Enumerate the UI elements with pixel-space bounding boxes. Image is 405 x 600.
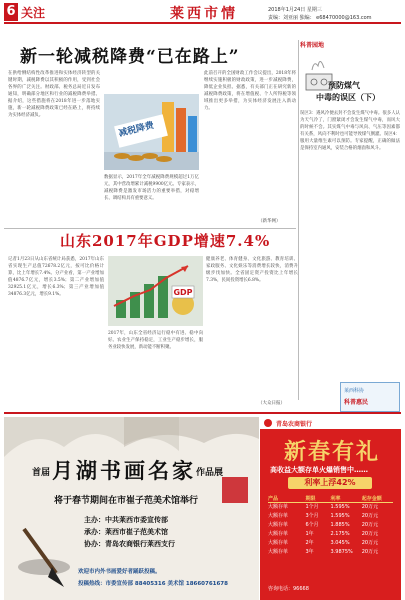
exhibition-prefix: 首届 [32,468,51,478]
table-cell: 20万元 [361,513,379,519]
table-cell: 1.885% [330,522,350,528]
rate-table-header [268,495,393,503]
table-cell: 大额存单 [268,504,289,510]
organizer-value: 中共莱西市委宣传部 [105,516,168,524]
table-row [268,530,393,539]
bank-footnote: 咨询电话：96668 [268,586,309,592]
table-row [268,539,393,548]
tax-cut-illustration [104,94,199,170]
new-year-gift-title: 新春有礼 [284,439,381,465]
sidebar-tag: 科普园地 [300,42,325,49]
table-cell: 大额存单 [268,522,289,528]
cosponsor-value: 青岛农商银行莱西支行 [105,540,175,548]
table-cell: 20万元 [361,549,379,555]
logo-top-text: 莱西科协 [344,388,365,394]
organizer-label: 主办： [84,516,105,524]
gdp-body-col2: 2017年，山东全省经济运行稳中有进、稳中向好。农业生产保持稳定，工业生产稳步增长，服务业较快发展，新动能不断积聚。 [108,331,203,350]
logo-bottom-text: 科普惠民 [344,399,369,406]
table-cell: 20万元 [361,540,379,546]
table-cell: 3.9875% [330,549,353,555]
lead-headline: 新一轮减税降费“已在路上” [20,47,240,67]
table-cell: 1个月 [305,504,319,510]
table-cell: 3个月 [305,513,319,519]
table-cell: 20万元 [361,522,379,528]
story-divider [4,228,296,229]
masthead-rule [4,22,401,24]
sidebar-title-line2: 中毒的误区（下） [316,92,380,102]
cosponsor-label: 协办： [84,540,105,548]
column-divider [298,40,299,400]
gdp-headline: 山东2017年GDP增速7.4% [60,232,271,250]
lead-body-col1: 在供给侧结构性改革推进和实体经济转型的关键时期，减税降费以其积极的作用，受到社会各界的广泛关注。财政部、税务总局近日发布通知，明确部分地区和行业的减税降费举措。据介绍，这些措施将在2018年进一步落地实施，新一轮减税降费政策已经在路上，将持续为实体经济减负。 [8,71,100,118]
undertaker-row [84,527,168,537]
table-row [268,503,393,512]
table-row [268,548,393,557]
submission-hotline: 投稿热线：市委宣传部 88405316 美术馆 18660761678 [78,581,228,587]
rate-table [268,495,393,557]
exhibition-title: 月湖书画名家 [52,458,196,483]
sidebar-body: 误区3：遇风冷便去封不会发生煤气中毒。很多人认为天气冷了，门窗紧闭才会发生煤气中毒，而风大的时候不会。其实煤气中毒与风向、气压等因素都有关系，风向不利时也可能导致煤气倒灌。误区4：服用大量维生素可以预防。专家提醒，正确的做法是保持室内通风，安装合格的烟囱和风斗。 [300,111,400,151]
ad-divider [4,412,401,414]
table-cell: 大额存单 [268,531,289,537]
organizer-row [84,515,168,525]
deposit-slogan: 高收益大额存单火爆销售中…… [270,466,368,474]
table-cell: 1.595% [330,504,350,510]
lead-byline: （新华网） [258,219,281,224]
undertaker-value: 莱西市崔子范美术馆 [105,528,168,536]
table-cell: 3.045% [330,540,350,546]
table-cell: 6个月 [305,522,319,528]
bank-deposit-ad [260,417,401,600]
gdp-illustration [108,256,203,326]
masthead [0,0,405,36]
bank-logo-icon [264,419,272,427]
table-cell: 大额存单 [268,513,289,519]
cosponsor-row [84,539,175,549]
exhibition-subtitle: 将于春节期间在市崔子范美术馆举行 [54,496,199,506]
sidebar-title-line1: 预防煤气 [328,80,360,90]
science-sidebar [300,40,401,406]
table-cell: 1.595% [330,513,350,519]
bank-header [260,417,401,429]
gdp-body-col1: 记者1月23日从山东省统计局获悉，2017年山东省实现生产总值72678.2亿元，按可比价格计算，比上年增长7.4%。分产业看，第一产业增加值4876.7亿元，增长3.5%；第二产业增加值32925.1亿元，增长6.3%；第三产业增加值34876.3亿元，增长9.1%。 [8,257,104,297]
table-cell: 1年 [305,531,314,537]
col-header-product: 产品 [268,496,279,502]
col-header-minimum: 起存金额 [361,496,382,502]
table-cell: 20万元 [361,531,379,537]
gdp-byline: （大众日报） [258,401,285,406]
table-cell: 大额存单 [268,549,289,555]
table-cell: 2.175% [330,531,350,537]
bank-name: 青岛农商银行 [276,421,313,428]
col-header-rate: 利率 [330,496,341,502]
submission-note: 欢迎市内外书画爱好者踊跃投稿。 [78,569,161,575]
undertaker-label: 承办： [84,528,105,536]
table-row [268,521,393,530]
table-cell: 20万元 [361,504,379,510]
table-row [268,512,393,521]
lead-body-col3: 此前召开的全国财政工作会议提出，2018年将继续实施积极的财政政策，进一步减税降费，降低企业负担。据悉，有关部门正在研究新的减税降费政策，将在增值税、个人所得税等领域推出更多举措，为实体经济发展注入新动力。 [204,71,296,111]
col-header-term: 期限 [305,496,316,502]
paper-name: 莱西市情 [170,6,238,22]
exhibition-suffix: 作品展 [196,468,224,478]
table-cell: 大额存单 [268,540,289,546]
dateline: 2018年1月24日 星期三 [268,7,322,13]
editors-line: 责编：刘亚丽 独编： e68470000@163.com [268,15,372,21]
science-logo [340,382,400,412]
tax-illustration-label: 减税降费 [117,120,156,140]
rate-badge: 利率上浮42% [288,477,372,489]
page-number: 6 [4,3,18,21]
lead-body-col2: 数据显示，2017年全年减税降费规模超过1万亿元，其中营改增累计减税9900亿元。专家表示，减税降费是激发市场活力的重要举措，对稳增长、调结构具有重要意义。 [104,175,199,201]
table-cell: 2年 [305,540,314,546]
svg-text:GDP: GDP [173,288,193,297]
section-name: 关注 [21,6,46,20]
calligraphy-exhibition-ad [4,417,259,600]
table-cell: 3年 [305,549,314,555]
gdp-body-col3: 健康养老、体育健身、文化旅游、教育培训、家政服务、文化娱乐等消费增长较快，消费升级步伐加快。全省固定资产投资比上年增长7.3%，民间投资增长6.8%。 [206,257,298,283]
